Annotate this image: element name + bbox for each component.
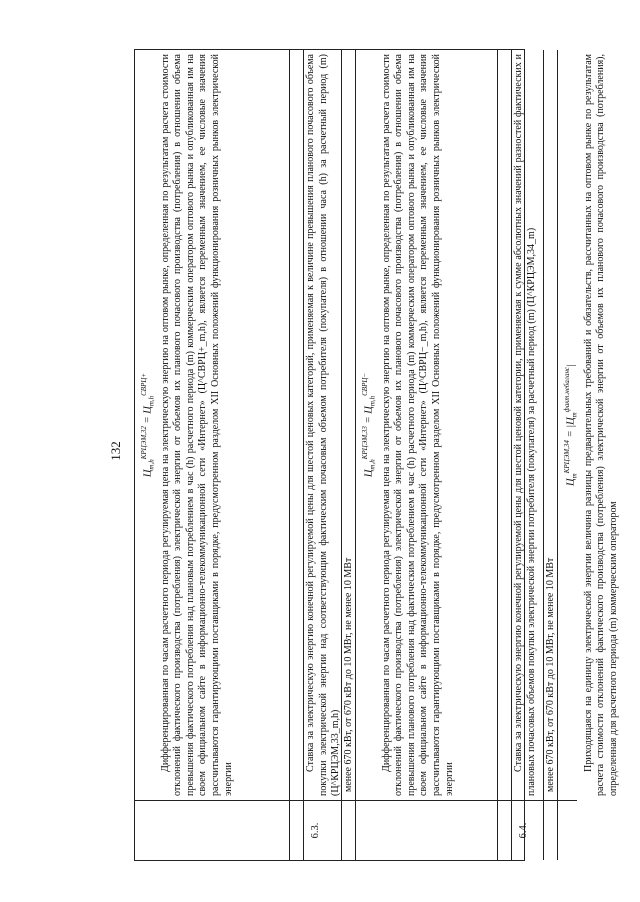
blank-cell	[289, 50, 303, 800]
rotated-sheet	[100, 31, 619, 871]
row-number-cell	[557, 800, 577, 860]
section-6-3-content	[355, 50, 497, 800]
row-number-cell	[497, 800, 511, 860]
row-number-cell	[543, 800, 557, 860]
row-number-cell	[341, 800, 355, 860]
section-6-2-content	[134, 50, 289, 800]
row-number-cell	[355, 800, 497, 860]
section-6-3-header: Ставка за электрическую энергию конечной регулируемой цены для шестой ценовых категорий, применяемая к величине превышения планового почасового объема покупки электрической энергии над соответствующим фактическим почасовым объемом потребителя (покупателя) в отношении часа (h) за расчетный период (m) (Ц^КРЦЭМ,33_m,h)	[303, 50, 341, 800]
row-number-cell	[134, 800, 289, 860]
formula-32: $Ц_{m,h}^{КРЦЭМ,32} = Ц_{m,h}^{СВРЦ+}$	[140, 372, 156, 478]
row-number-cell: 6.3.	[303, 800, 341, 860]
section-text: Приходящаяся на единицу электрической энергии величина разницы предварительных требований и обязательств, рассчитанных на оптовом рынке по результатам расчета стоимости отклонений фактического производства (потребления) электрической энергии от объемов их планового почасового производства (потребления), определенная для расчетного периода (m) коммерческим оператором	[582, 54, 619, 796]
formula-33: $Ц_{m,h}^{КРЦЭМ,33} = Ц_{m,h}^{СВРЦ-}$	[361, 372, 377, 478]
section-text: Дифференцированная по часам расчетного периода регулируемая цена на электрическую энергию на оптовом рынке, определенная по результатам расчета стоимости отклонений фактического производства (потребления) электрической энергии от объемов их планового почасового производства (потребления) в отношении объема превышения фактического потребления над плановым потреблением в час (h) расчетного периода (m) коммерческим оператором оптового рынка и опубликованная им на своем официальном сайте в информационно-телекоммуникационной сети «Интернет» (Ц^СВРЦ+_m,h), является переменным значением, ее числовые значения рассчитываются гарантирующими поставщиками в порядке, предусмотренном разделом XII Основных положений функционирования розничных рынков электрической энергии	[159, 54, 234, 796]
category-label: менее 670 кВт, от 670 кВт до 10 МВт, не менее 10 МВт	[543, 50, 557, 800]
category-label: менее 670 кВт, от 670 кВт до 10 МВт, не менее 10 МВт	[341, 50, 355, 800]
tariff-table	[134, 49, 619, 861]
section-text: Дифференцированная по часам расчетного периода регулируемая цена на электрическую энергию на оптовом рынке, определенная по результатам расчета стоимости отклонений фактического производства (потребления) электрической энергии от объемов их планового почасового производства (потребления) в отношении объема превышения планового потребления над фактическим потреблением в час (h) расчетного периода (m) коммерческим оператором оптового рынка и опубликованная им на своем официальном сайте в информационно-телекоммуникационной сети «Интернет» (Ц^СВРЦ−_m,h), является переменным значением, ее числовые значения рассчитываются гарантирующими поставщиками в порядке, предусмотренном разделом XII Основных положений функционирования розничных рынков электрической энергии	[380, 54, 455, 796]
section-6-4-content	[557, 50, 619, 800]
row-number-cell: 6.4.	[511, 800, 543, 860]
page-number: 132	[108, 441, 123, 461]
blank-cell	[497, 50, 511, 800]
row-number-cell	[289, 800, 303, 860]
formula-34: $Ц_m^{КРЦЭМ,34} = |Ц_m^{факт.небаланс}|$	[563, 364, 579, 486]
section-6-4-header: Ставка за электрическую энергию конечной регулируемой цены для шестой ценовой категории, применяемая к сумме абсолютных значений разностей фактических и плановых почасовых объемов покупки электрической энергии потребителя (покупателя) за расчетный период (m) (Ц^КРЦЭМ,34_m)	[511, 50, 543, 800]
